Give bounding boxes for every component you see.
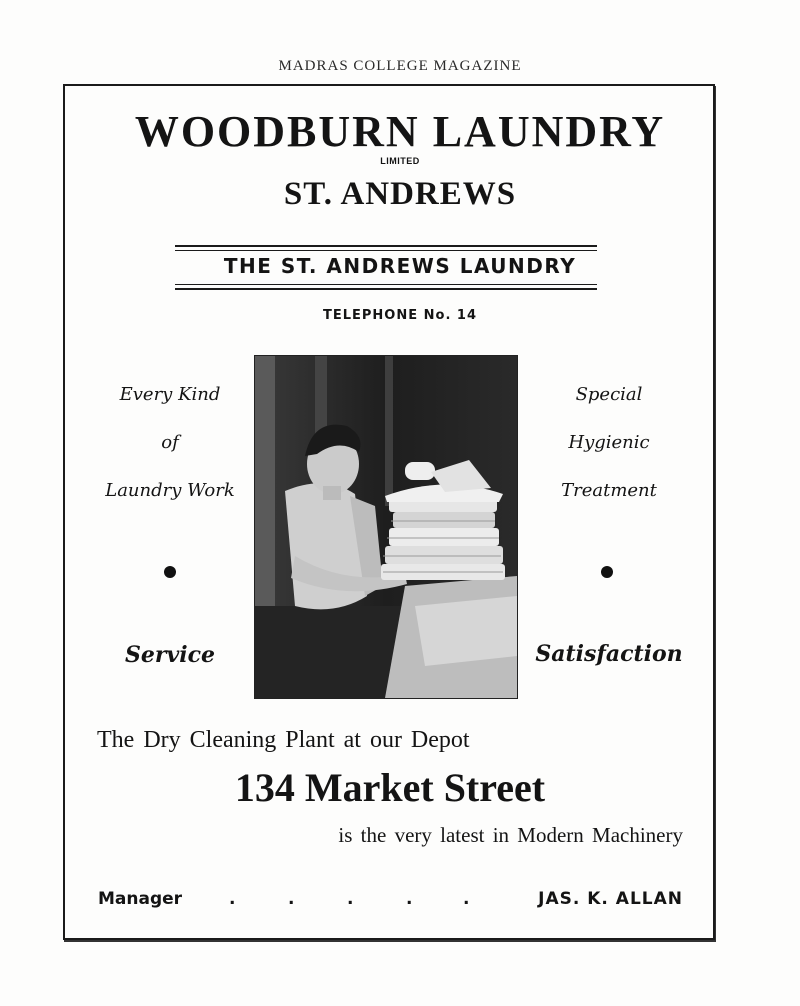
- left-column-line-2: of: [161, 432, 179, 453]
- laundry-woman-photo: [254, 355, 518, 699]
- manager-name: JAS. K. ALLAN: [538, 889, 683, 909]
- banner-rule-bottom: [175, 288, 597, 290]
- photo-illustration-icon: [255, 356, 517, 698]
- company-city: ST. ANDREWS: [283, 176, 517, 212]
- leader-dot-icon: .: [229, 889, 236, 909]
- machinery-line: is the very latest in Modern Machinery: [338, 823, 683, 847]
- banner-text: THE ST. ANDREWS LAUNDRY: [223, 254, 577, 278]
- right-bullet-icon: [601, 566, 613, 578]
- leader-dot-icon: .: [288, 889, 295, 909]
- company-limited-label: LIMITED: [380, 156, 420, 166]
- banner-rule-top: [175, 245, 597, 247]
- left-bullet-icon: [164, 566, 176, 578]
- leader-dot-icon: .: [406, 889, 413, 909]
- dry-cleaning-line: The Dry Cleaning Plant at our Depot: [97, 727, 470, 753]
- leader-dot-icon: .: [347, 889, 354, 909]
- right-column-line-1: Special: [575, 384, 643, 405]
- left-column-line-3: Laundry Work: [105, 480, 235, 501]
- right-column-line-3: Treatment: [561, 480, 657, 501]
- telephone-line: TELEPHONE No. 14: [322, 308, 478, 323]
- left-column-line-1: Every Kind: [119, 384, 221, 405]
- running-head: MADRAS COLLEGE MAGAZINE: [278, 58, 522, 74]
- advert-title: WOODBURN LAUNDRY: [134, 107, 666, 156]
- right-column-line-2: Hygienic: [568, 432, 650, 453]
- leader-dot-icon: .: [463, 889, 470, 909]
- banner-rule-top-inner: [175, 250, 597, 251]
- depot-address: 134 Market Street: [234, 765, 546, 810]
- left-bold-word: Service: [124, 642, 215, 668]
- banner-rule-bottom-inner: [175, 284, 597, 285]
- right-bold-word: Satisfaction: [535, 641, 683, 667]
- manager-label: Manager: [98, 889, 183, 909]
